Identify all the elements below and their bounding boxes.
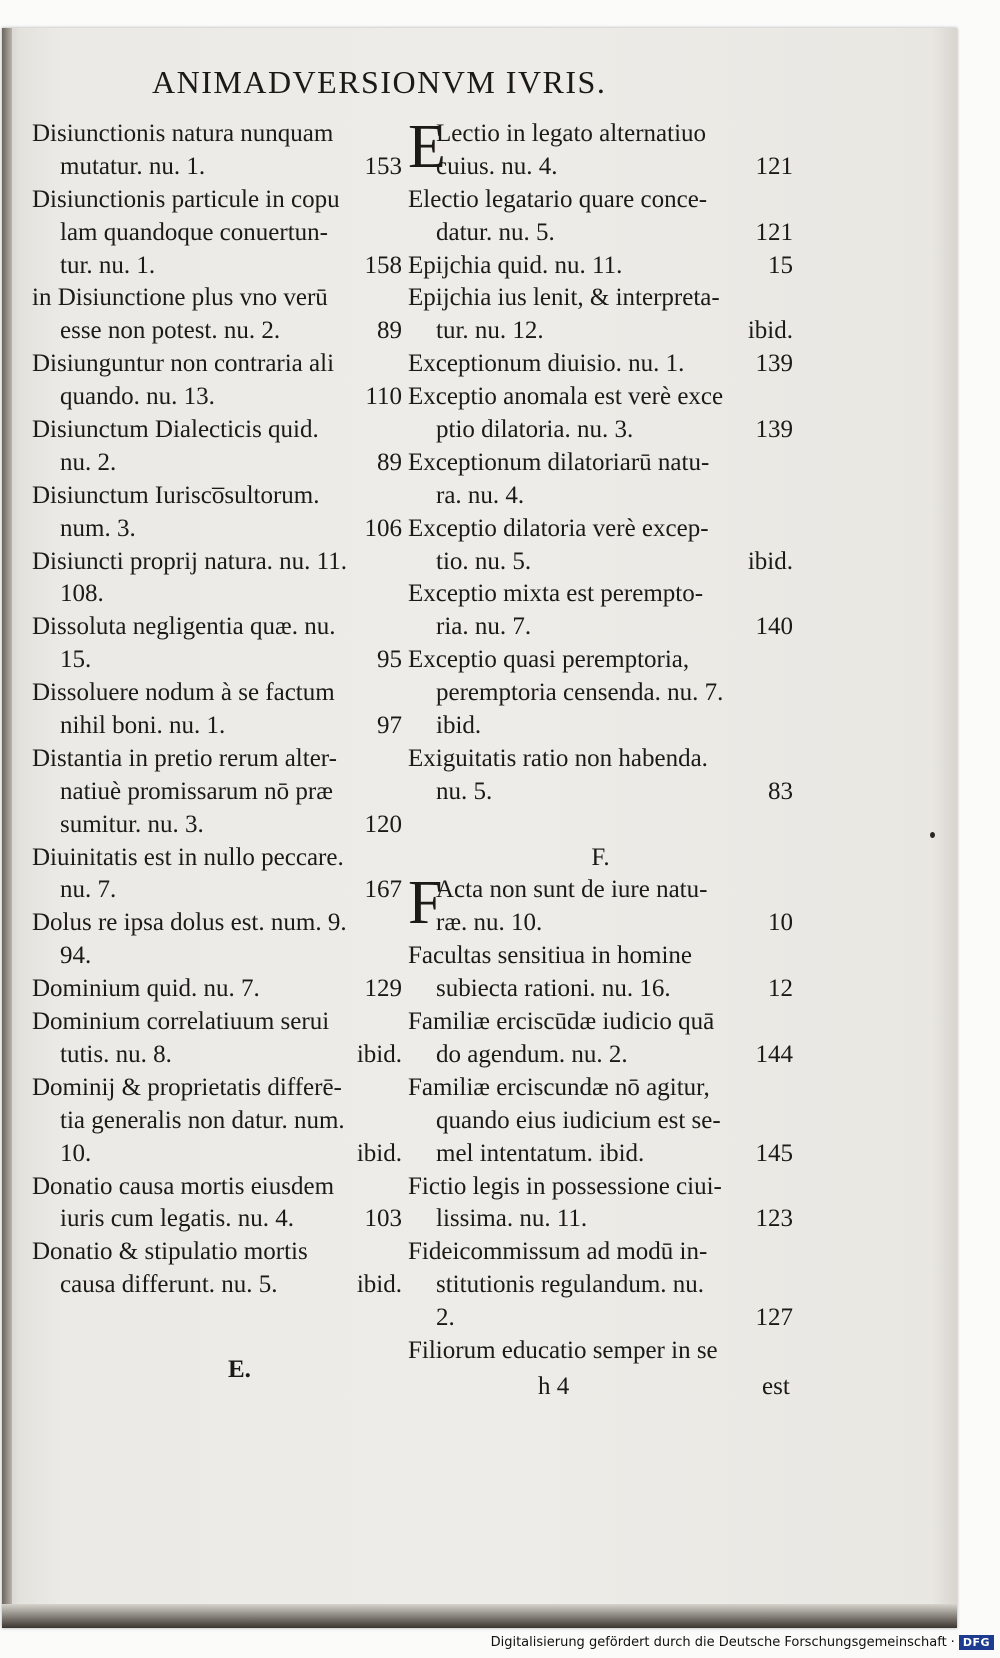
entry-text: Disiunctionis particule in copu xyxy=(32,185,340,213)
entry-page-ref: ibid. xyxy=(356,1040,402,1068)
entry-text: Donatio & stipulatio mortis xyxy=(32,1238,308,1266)
entry-text: Diuinitatis est in nullo peccare. xyxy=(32,843,344,871)
index-entry-line xyxy=(408,480,793,513)
entry-text: Exceptionum dilatoriarū natu- xyxy=(408,448,710,476)
index-entry-line xyxy=(408,973,793,1006)
entry-text: nu. 7. xyxy=(60,876,117,904)
entry-page-ref: 10 xyxy=(768,909,793,937)
entry-page-ref: ibid. xyxy=(747,547,793,575)
index-entry-line xyxy=(408,217,793,250)
index-entry-line xyxy=(32,907,402,940)
index-entry-line xyxy=(32,414,402,447)
entry-text: Familiæ erciscūdæ iudicio quā xyxy=(408,1008,715,1036)
entry-text: Familiæ erciscundæ nō agitur, xyxy=(408,1073,710,1101)
entry-page-ref: 120 xyxy=(364,810,402,838)
entry-text: Disiunctionis natura nunquam xyxy=(32,120,334,147)
entry-text: Dissoluta negligentia quæ. nu. xyxy=(32,613,336,641)
index-entry-line xyxy=(408,513,793,546)
entry-text: Epijchia quid. nu. 11. xyxy=(408,251,623,279)
entry-text: tio. nu. 5. xyxy=(436,547,532,575)
section-heading xyxy=(408,842,793,875)
entry-text: esse non potest. nu. 2. xyxy=(60,317,281,345)
index-entry-line xyxy=(408,1039,793,1072)
index-entry-line xyxy=(32,809,402,842)
index-entry-line xyxy=(408,1302,793,1335)
index-entry-line xyxy=(32,447,402,480)
index-entry-line xyxy=(32,1072,402,1105)
entry-page-ref: ibid. xyxy=(356,1271,402,1299)
index-entry-line xyxy=(32,874,402,907)
entry-text: Dominij & proprietatis differē- xyxy=(32,1073,342,1101)
index-entry-line xyxy=(408,315,793,348)
entry-page-ref: ibid. xyxy=(356,1139,402,1167)
index-entry-line xyxy=(408,381,793,414)
entry-text: Facultas sensitiua in homine xyxy=(408,942,692,970)
entry-text: cuius. nu. 4. xyxy=(436,152,558,180)
entry-text: num. 3. xyxy=(60,514,136,542)
drop-initial: F xyxy=(408,869,443,938)
index-entry-line xyxy=(32,250,402,283)
entry-page-ref: 153 xyxy=(364,152,402,180)
entry-text: Exceptio dilatoria verè excep- xyxy=(408,514,709,542)
entry-text: Epijchia ius lenit, & interpreta- xyxy=(408,284,720,312)
index-entry-line xyxy=(408,1203,793,1236)
entry-text: iuris cum legatis. nu. 4. xyxy=(60,1205,294,1233)
index-entry-line xyxy=(408,578,793,611)
entry-text: nu. 2. xyxy=(60,448,117,476)
index-entry-line xyxy=(408,776,793,809)
entry-text: Fictio legis in possessione ciui- xyxy=(408,1172,722,1200)
index-entry-line xyxy=(32,348,402,381)
index-entry-line xyxy=(408,940,793,973)
index-column-right xyxy=(408,113,793,1368)
digitization-footer: Digitalisierung gefördert durch die Deutsche Forschungsgemeinschaft · DFG xyxy=(491,1632,994,1652)
entry-page-ref: 127 xyxy=(755,1304,793,1332)
index-entry-line xyxy=(408,1236,793,1269)
entry-page-ref: 97 xyxy=(377,712,402,740)
entry-text: Exceptio quasi peremptoria, xyxy=(408,646,690,674)
entry-text: stitutionis regulandum. nu. xyxy=(436,1271,705,1299)
catchword: est xyxy=(762,1373,790,1400)
index-entry-line xyxy=(408,907,793,940)
index-entry-line xyxy=(32,1138,402,1171)
entry-text: ra. nu. 4. xyxy=(436,481,525,509)
entry-page-ref: 12 xyxy=(768,975,793,1003)
entry-text: Disiunctum Iurisco̅sultorum. xyxy=(32,481,320,509)
entry-text: quando eius iudicium est se- xyxy=(436,1106,721,1134)
index-entry-line xyxy=(32,677,402,710)
index-entry-line xyxy=(32,1236,402,1269)
section-heading-e: E. xyxy=(228,1356,251,1383)
entry-text: mutatur. nu. 1. xyxy=(60,152,206,180)
index-entry-line xyxy=(408,1138,793,1171)
entry-text: mel intentatum. ibid. xyxy=(436,1139,645,1167)
entry-text: Disiunguntur non contraria ali xyxy=(32,350,335,378)
index-column-left xyxy=(32,118,402,1302)
entry-text: Fideicommissum ad modū in- xyxy=(408,1238,708,1266)
entry-page-ref: 129 xyxy=(364,975,402,1003)
entry-text: 10. xyxy=(60,1139,92,1167)
index-entry-line xyxy=(32,1006,402,1039)
index-entry-line xyxy=(408,546,793,579)
index-entry-line xyxy=(32,973,402,1006)
entry-page-ref: 167 xyxy=(364,876,402,904)
index-entry-line xyxy=(32,611,402,644)
index-entry-line xyxy=(32,710,402,743)
entry-text: Exceptio anomala est verè exce xyxy=(408,383,724,411)
index-entry-line xyxy=(32,743,402,776)
index-entry-line xyxy=(32,1171,402,1204)
index-entry-line xyxy=(32,644,402,677)
drop-initial: E xyxy=(408,113,446,181)
index-entry-line xyxy=(408,348,793,381)
entry-page-ref: 158 xyxy=(364,251,402,279)
entry-text: ibid. xyxy=(436,712,482,740)
entry-text: Dominium correlatiuum serui xyxy=(32,1008,330,1036)
index-entry-line xyxy=(32,546,402,579)
entry-text: tia generalis non datur. num. xyxy=(60,1106,345,1134)
entry-text: nihil boni. nu. 1. xyxy=(60,712,226,740)
page-binding-edge xyxy=(2,28,12,1628)
index-entry-line xyxy=(32,282,402,315)
entry-page-ref: ibid. xyxy=(747,317,793,345)
entry-text: tutis. nu. 8. xyxy=(60,1040,172,1068)
entry-text: peremptoria censenda. nu. 7. xyxy=(436,679,724,707)
entry-text: Disiunctum Dialecticis quid. xyxy=(32,416,319,444)
index-entry-line xyxy=(32,513,402,546)
entry-page-ref: 123 xyxy=(755,1205,793,1233)
entry-page-ref: 121 xyxy=(755,218,793,246)
entry-text: Lectio in legato alternatiuo xyxy=(436,120,707,147)
entry-page-ref: 106 xyxy=(364,514,402,542)
index-entry-line xyxy=(408,1006,793,1039)
running-head: ANIMADVERSIONVM IVRIS. xyxy=(152,64,607,100)
index-entry-line xyxy=(32,1105,402,1138)
entry-page-ref: 95 xyxy=(377,646,402,674)
entry-text: F. xyxy=(591,843,610,871)
index-entry-line xyxy=(32,118,402,151)
entry-text: Electio legatario quare conce- xyxy=(408,185,708,213)
index-entry-line xyxy=(32,480,402,513)
index-entry-line xyxy=(32,1039,402,1072)
entry-text: 108. xyxy=(60,580,104,608)
entry-page-ref: 89 xyxy=(377,317,402,345)
index-entry-line xyxy=(32,381,402,414)
entry-text: Exceptio mixta est perempto- xyxy=(408,580,704,608)
entry-text: Exceptionum diuisio. nu. 1. xyxy=(408,350,685,378)
page-bottom-edge xyxy=(2,1604,957,1628)
entry-text: 2. xyxy=(436,1304,455,1332)
entry-page-ref: 121 xyxy=(755,152,793,180)
entry-text: subiecta rationi. nu. 16. xyxy=(436,975,671,1003)
index-entry-line xyxy=(408,282,793,315)
index-entry-line xyxy=(32,1203,402,1236)
entry-text: causa differunt. nu. 5. xyxy=(60,1271,278,1299)
entry-text: sumitur. nu. 3. xyxy=(60,810,204,838)
index-entry-line xyxy=(32,940,402,973)
entry-page-ref: 139 xyxy=(755,350,793,378)
entry-page-ref: 103 xyxy=(364,1205,402,1233)
entry-text: Disiuncti proprij natura. nu. 11. xyxy=(32,547,347,575)
entry-text: do agendum. nu. 2. xyxy=(436,1040,628,1068)
entry-page-ref: 144 xyxy=(755,1040,793,1068)
index-entry-line xyxy=(408,743,793,776)
index-entry-line xyxy=(408,677,793,710)
signature-mark: h 4 xyxy=(538,1373,570,1400)
entry-text: Dolus re ipsa dolus est. num. 9. xyxy=(32,909,347,937)
index-entry-line xyxy=(408,250,793,283)
footer-credit: Digitalisierung gefördert durch die Deutsche Forschungsgemeinschaft xyxy=(490,1634,947,1650)
dfg-logo: DFG xyxy=(959,1635,994,1650)
entry-text: 15. xyxy=(60,646,92,674)
entry-text: quando. nu. 13. xyxy=(60,383,215,411)
entry-page-ref: 139 xyxy=(755,416,793,444)
index-entry-line xyxy=(408,809,793,842)
entry-text: Acta non sunt de iure natu- xyxy=(436,876,708,904)
entry-page-ref: 15 xyxy=(768,251,793,279)
index-entry-line xyxy=(32,217,402,250)
entry-page-ref: 83 xyxy=(768,777,793,805)
index-entry-line xyxy=(32,1269,402,1302)
entry-text: Donatio causa mortis eiusdem xyxy=(32,1172,335,1200)
index-entry-line xyxy=(408,1335,793,1368)
entry-page-ref: 140 xyxy=(755,613,793,641)
index-entry-line xyxy=(408,414,793,447)
index-entry-line xyxy=(408,1072,793,1105)
ink-speck xyxy=(930,832,935,838)
entry-text: Distantia in pretio rerum alter- xyxy=(32,744,337,772)
entry-text: tur. nu. 1. xyxy=(60,251,156,279)
index-entry-line xyxy=(32,842,402,875)
entry-page-ref: 89 xyxy=(377,448,402,476)
entry-text: datur. nu. 5. xyxy=(436,218,555,246)
entry-text: ræ. nu. 10. xyxy=(436,909,543,937)
entry-text: 94. xyxy=(60,942,92,970)
entry-text: in Disiunctione plus vno verū xyxy=(32,284,328,312)
entry-text: ria. nu. 7. xyxy=(436,613,532,641)
entry-text: Filiorum educatio semper in se xyxy=(408,1336,718,1364)
index-entry-line xyxy=(408,1105,793,1138)
index-entry-line xyxy=(408,644,793,677)
index-entry-line xyxy=(32,776,402,809)
entry-text: Dissoluere nodum à se factum xyxy=(32,679,335,707)
index-entry-line xyxy=(408,710,793,743)
entry-page-ref: 145 xyxy=(755,1139,793,1167)
index-entry-line xyxy=(408,611,793,644)
entry-text: lissima. nu. 11. xyxy=(436,1205,588,1233)
entry-page-ref: 110 xyxy=(365,383,402,411)
index-entry-line xyxy=(408,447,793,480)
index-entry-line xyxy=(408,184,793,217)
entry-text: natiuè promissarum nō præ xyxy=(60,777,333,805)
entry-text: lam quandoque conuertun- xyxy=(60,218,328,246)
entry-text: ptio dilatoria. nu. 3. xyxy=(436,416,634,444)
index-entry-line xyxy=(408,1171,793,1204)
index-entry-line xyxy=(32,184,402,217)
index-entry-line xyxy=(408,1269,793,1302)
entry-text: tur. nu. 12. xyxy=(436,317,544,345)
entry-text: Exiguitatis ratio non habenda. xyxy=(408,744,708,772)
entry-text: Dominium quid. nu. 7. xyxy=(32,975,260,1003)
entry-text: nu. 5. xyxy=(436,777,493,805)
index-entry-line xyxy=(408,151,793,184)
index-entry-line xyxy=(32,151,402,184)
index-entry-line xyxy=(32,578,402,611)
index-entry-line xyxy=(32,315,402,348)
